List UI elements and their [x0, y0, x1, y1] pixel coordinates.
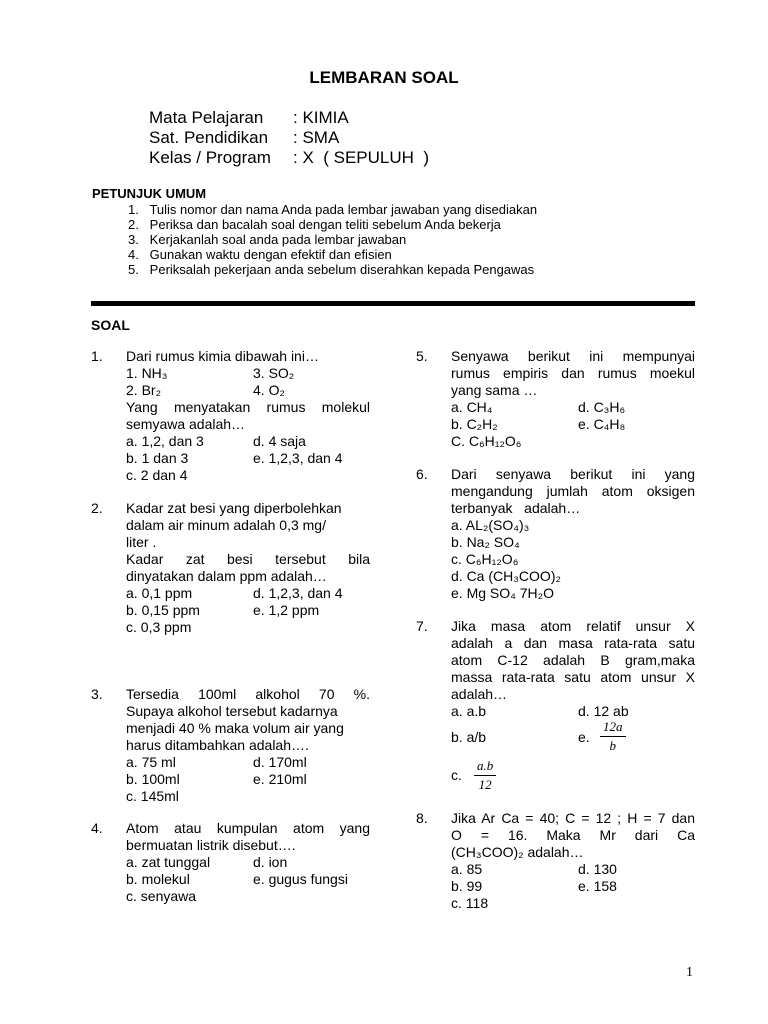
option-c: C. C₆H₁₂O₆	[451, 433, 522, 449]
question-stem: Kadar zat besi tersebut bila	[126, 551, 370, 567]
question-number: 3.	[91, 686, 103, 702]
option-e: e. 1,2 ppm	[253, 602, 320, 618]
question-stem: massa rata-rata satu atom unsur X	[451, 669, 695, 685]
option-a: a. a.b	[451, 703, 487, 719]
question-number: 1.	[91, 348, 103, 364]
fraction-numerator: 12a	[600, 719, 626, 737]
option-b: b. 0,15 ppm	[126, 602, 200, 618]
question-stem: terbanyak adalah…	[451, 500, 581, 516]
page-title: LEMBARAN SOAL	[309, 68, 459, 87]
question-stem: liter .	[126, 534, 157, 550]
question-stem: Jika masa atom relatif unsur X	[451, 618, 695, 634]
option-c: c. 2 dan 4	[126, 467, 188, 483]
question-stem: menjadi 40 % maka volum air yang	[126, 720, 344, 736]
section-divider	[91, 301, 695, 306]
option-e: e. Mg SO₄ 7H₂O	[451, 585, 554, 601]
option-a: a. 0,1 ppm	[126, 585, 193, 601]
option-a: a. 1,2, dan 3	[126, 433, 204, 449]
question-stem: Dari rumus kimia dibawah ini…	[126, 348, 319, 364]
meta-class-value: : X ( SEPULUH )	[293, 148, 430, 167]
instruction-item: 1. Tulis nomor dan nama Anda pada lembar jawaban yang disediakan	[128, 202, 538, 217]
option-e: e. C₄H₈	[578, 416, 626, 432]
option-e: e. 210ml	[253, 771, 307, 787]
page-number: 1	[686, 965, 693, 980]
question-stem: dinyatakan dalam ppm adalah…	[126, 568, 327, 584]
question-stem: atom C-12 adalah B gram,maka	[451, 652, 695, 668]
fraction-12a-over-b	[600, 719, 626, 754]
option-d: d. ion	[253, 854, 288, 870]
option-b: b. molekul	[126, 871, 190, 887]
list-item: 3. SO₂	[253, 365, 295, 381]
question-stem: mengandung jumlah atom oksigen	[451, 483, 695, 499]
question-stem: Tersedia 100ml alkohol 70 %.	[126, 686, 370, 702]
option-a: a. 85	[451, 861, 483, 877]
option-d: d. 12 ab	[578, 703, 629, 719]
question-stem: bermuatan listrik disebut….	[126, 837, 296, 853]
option-b: b. 1 dan 3	[126, 450, 189, 466]
option-a: a. zat tunggal	[126, 854, 211, 870]
question-stem: Senyawa berikut ini mempunyai	[451, 348, 695, 364]
option-a: a. AL₂(SO₄)₃	[451, 517, 530, 533]
option-e: e.	[578, 729, 590, 745]
question-number: 7.	[416, 618, 428, 634]
option-c: c. senyawa	[126, 888, 197, 904]
option-d: d. Ca (CH₃COO)₂	[451, 568, 561, 584]
meta-subject-label: Mata Pelajaran	[149, 108, 264, 127]
option-a: a. CH₄	[451, 399, 493, 415]
option-d: d. C₃H₆	[578, 399, 626, 415]
question-stem: Atom atau kumpulan atom yang	[126, 820, 370, 836]
question-stem: adalah a dan masa rata-rata satu	[451, 635, 695, 651]
option-b: b. Na₂ SO₄	[451, 534, 520, 550]
list-item: 2. Br₂	[126, 382, 161, 398]
option-e: e. gugus fungsi	[253, 871, 348, 887]
option-b: b. a/b	[451, 729, 487, 745]
meta-school-label: Sat. Pendidikan	[149, 128, 269, 147]
option-d: d. 1,2,3, dan 4	[253, 585, 343, 601]
option-c: c. 145ml	[126, 788, 179, 804]
fraction-denominator: b	[609, 738, 616, 753]
instructions-heading: PETUNJUK UMUM	[92, 186, 207, 201]
fraction-ab-over-12	[474, 758, 496, 793]
question-stem: harus ditambahkan adalah….	[126, 737, 309, 753]
question-stem: Jika Ar Ca = 40; C = 12 ; H = 7 dan	[451, 810, 695, 826]
meta-class-label: Kelas / Program	[149, 148, 271, 167]
question-stem: rumus empiris dan rumus moekul	[451, 365, 695, 381]
question-stem: (CH₃COO)₂ adalah…	[451, 844, 584, 860]
fraction-denominator: 12	[478, 777, 492, 792]
question-stem: Kadar zat besi yang diperbolehkan	[126, 500, 342, 516]
option-e: e. 1,2,3, dan 4	[253, 450, 343, 466]
question-stem: Supaya alkohol tersebut kadarnya	[126, 703, 338, 719]
question-stem: yang sama …	[451, 382, 538, 398]
option-c: c. C₆H₁₂O₆	[451, 551, 519, 567]
option-d: d. 130	[578, 861, 617, 877]
question-stem: Yang menyatakan rumus molekul	[126, 399, 370, 415]
meta-subject-value: : KIMIA	[293, 108, 349, 127]
question-number: 6.	[416, 466, 428, 482]
option-c: c.	[451, 767, 462, 783]
instruction-item: 5. Periksalah pekerjaan anda sebelum diserahkan kepada Pengawas	[128, 262, 535, 277]
question-stem: Dari senyawa berikut ini yang	[451, 466, 695, 482]
list-item: 4. O₂	[253, 382, 285, 398]
question-stem: semyawa adalah…	[126, 416, 246, 432]
option-c: c. 0,3 ppm	[126, 619, 192, 635]
question-number: 8.	[416, 810, 428, 826]
section-label: SOAL	[91, 317, 130, 333]
question-stem: adalah…	[451, 686, 508, 702]
option-b: b. 99	[451, 878, 483, 894]
question-number: 2.	[91, 500, 103, 516]
instruction-item: 2. Periksa dan bacalah soal dengan teliti sebelum Anda bekerja	[128, 217, 501, 232]
option-e: e. 158	[578, 878, 617, 894]
question-stem: dalam air minum adalah 0,3 mg/	[126, 517, 326, 533]
list-item: 1. NH₃	[126, 365, 168, 381]
option-b: b. C₂H₂	[451, 416, 498, 432]
option-d: d. 4 saja	[253, 433, 306, 449]
option-c: c. 118	[451, 895, 489, 911]
instruction-item: 3. Kerjakanlah soal anda pada lembar jawaban	[128, 232, 407, 247]
fraction-numerator: a.b	[474, 758, 496, 776]
question-number: 4.	[91, 820, 103, 836]
question-stem: O = 16. Maka Mr dari Ca	[451, 827, 695, 843]
option-d: d. 170ml	[253, 754, 307, 770]
option-a: a. 75 ml	[126, 754, 176, 770]
question-number: 5.	[416, 348, 428, 364]
option-b: b. 100ml	[126, 771, 180, 787]
meta-school-value: : SMA	[293, 128, 340, 147]
instruction-item: 4. Gunakan waktu dengan efektif dan efisien	[128, 247, 392, 262]
